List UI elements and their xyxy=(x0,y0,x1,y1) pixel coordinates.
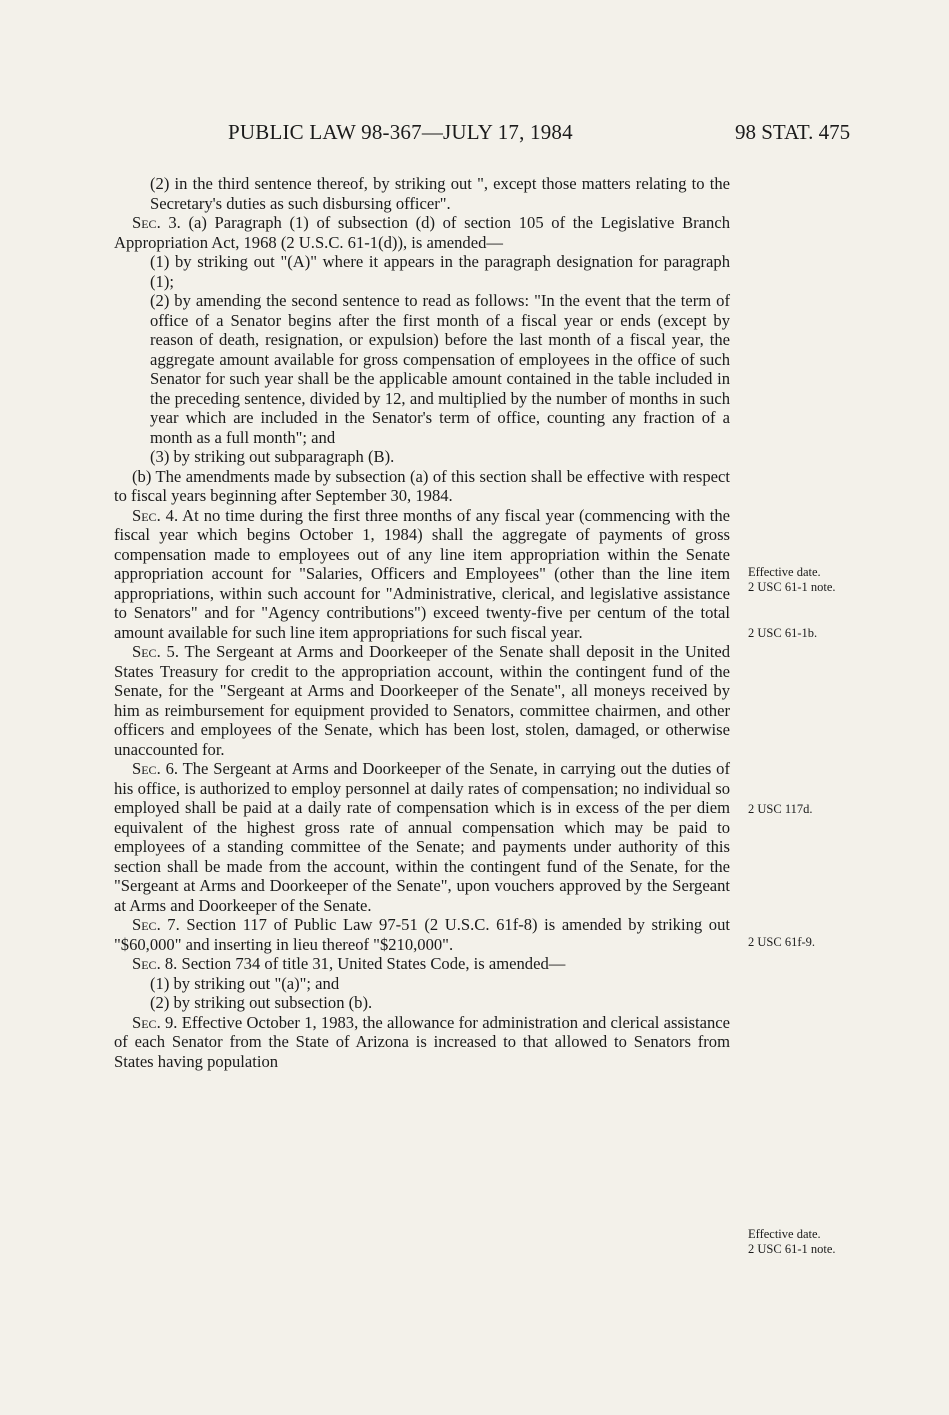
section-7 xyxy=(114,915,730,954)
margin-note-label: Effective date. xyxy=(748,1227,821,1241)
section-8-item-2: (2) by striking out subsection (b). xyxy=(150,993,373,1012)
section-label: Sec. 8. xyxy=(132,954,178,973)
section-3-item-1: (1) by striking out "(A)" where it appears in the paragraph designation for paragraph (1); xyxy=(150,252,730,291)
paragraph-sec2-item2: (2) in the third sentence thereof, by striking out ", except those matters relating to the Secretary's duties as such disbursing officer". xyxy=(150,174,730,213)
section-8-item-1: (1) by striking out "(a)"; and xyxy=(150,973,340,993)
margin-note-citation: 2 USC 61f-9. xyxy=(748,935,816,949)
section-label: Sec. 4. xyxy=(132,505,179,525)
margin-note-citation: 2 USC 61-1 note. xyxy=(748,1242,836,1256)
section-text: (a) Paragraph (1) of subsection (d) of section 105 of the Legislative Branch Appropriation Act, 1968 (2 U.S.C. 61-1(d)), is amended— xyxy=(114,213,730,252)
section-text: The Sergeant at Arms and Doorkeeper of the Senate shall deposit in the United States Treasury for credit to the appropriation account, within the contingent fund of the Senate, for the "Sergeant at Arms and Doorkeeper of the Senate", all moneys received by him as reimbursement for equipment provided to Senators, committee chairmen, and other officers and employees of the Senate, which has been lost, stolen, damaged, or otherwise unaccounted for. xyxy=(114,642,731,759)
page-header-stat-number: 98 STAT. 475 xyxy=(735,120,851,144)
section-label: Sec. 9. xyxy=(132,1012,178,1032)
section-3-item-2: (2) by amending the second sentence to read as follows: "In the event that the term of office of a Senator begins after the first month of a fiscal year or ends (except by reason of death, resignation, or expulsion) before the last month of a fiscal year, the aggregate amount available for gross compensation of employees in the office of such Senator for such year shall be the applicable amount contained in the table included in the preceding sentence, divided by 12, and multiplied by the number of months in such year which are included in the Senator's term of office, counting any fraction of a month as a full month"; and xyxy=(150,291,730,447)
section-5 xyxy=(114,642,730,759)
section-label: Sec. 7. xyxy=(132,915,180,934)
law-body-text xyxy=(114,174,730,1071)
margin-note-citation: 2 USC 117d. xyxy=(748,802,813,816)
section-text: At no time during the first three months of any fiscal year (commencing with the fiscal year which begins October 1, 1984) shall the aggregate of payments of gross compensation made to employees out of any line item appropriation within the Senate appropriation account for "Salaries, Officers and Employees" (other than the line item appropriations, within such account for "Administrative, clerical, and legislative assistance to Senators" and for "Agency contributions") exceed twenty-five per centum of the total amount available for such line item appropriations for such fiscal year. xyxy=(114,505,730,642)
section-label: Sec. 5. xyxy=(132,642,179,661)
margin-note-effective-date xyxy=(748,565,928,595)
section-text: Section 117 of Public Law 97-51 (2 U.S.C. 61f-8) is amended by striking out "$60,000" and inserting in lieu thereof "$210,000". xyxy=(114,915,730,954)
section-text: Section 734 of title 31, United States Code, is amended— xyxy=(177,954,566,973)
margin-note-citation: 2 USC 61-1 note. xyxy=(748,580,836,594)
section-label: Sec. 6. xyxy=(132,759,179,778)
section-8 xyxy=(114,954,730,974)
section-3 xyxy=(114,213,730,252)
section-6 xyxy=(114,759,730,915)
page-header-title: PUBLIC LAW 98-367—JULY 17, 1984 xyxy=(228,120,573,144)
section-4 xyxy=(114,506,730,643)
section-text: Effective October 1, 1983, the allowance for administration and clerical assistance of each Senator from the State of Arizona is increased to that allowed to Senators from States having population xyxy=(114,1012,730,1071)
section-3-item-3: (3) by striking out subparagraph (B). xyxy=(150,447,395,466)
section-9 xyxy=(114,1013,730,1072)
margin-note-citation: 2 USC 61-1b. xyxy=(748,626,818,640)
margin-note-effective-date xyxy=(748,1227,928,1257)
section-text: The Sergeant at Arms and Doorkeeper of the Senate, in carrying out the duties of his office, is authorized to employ personnel at daily rates of compensation; no individual so employed shall be paid at a daily rate of compensation which is in excess of the per diem equivalent of the highest gross rate of annual compensation which may be paid to employees of a standing committee of the Senate; and payments under authority of this section shall be made from the account, within the contingent fund of the Senate, for the "Sergeant at Arms and Doorkeeper of the Senate", upon vouchers approved by the Sergeant at Arms and Doorkeeper of the Senate. xyxy=(114,759,730,915)
section-3-subsection-b: (b) The amendments made by subsection (a) of this section shall be effective with respect to fiscal years beginning after September 30, 1984. xyxy=(114,466,730,505)
margin-note-label: Effective date. xyxy=(748,565,821,579)
section-label: Sec. 3. xyxy=(132,213,181,232)
